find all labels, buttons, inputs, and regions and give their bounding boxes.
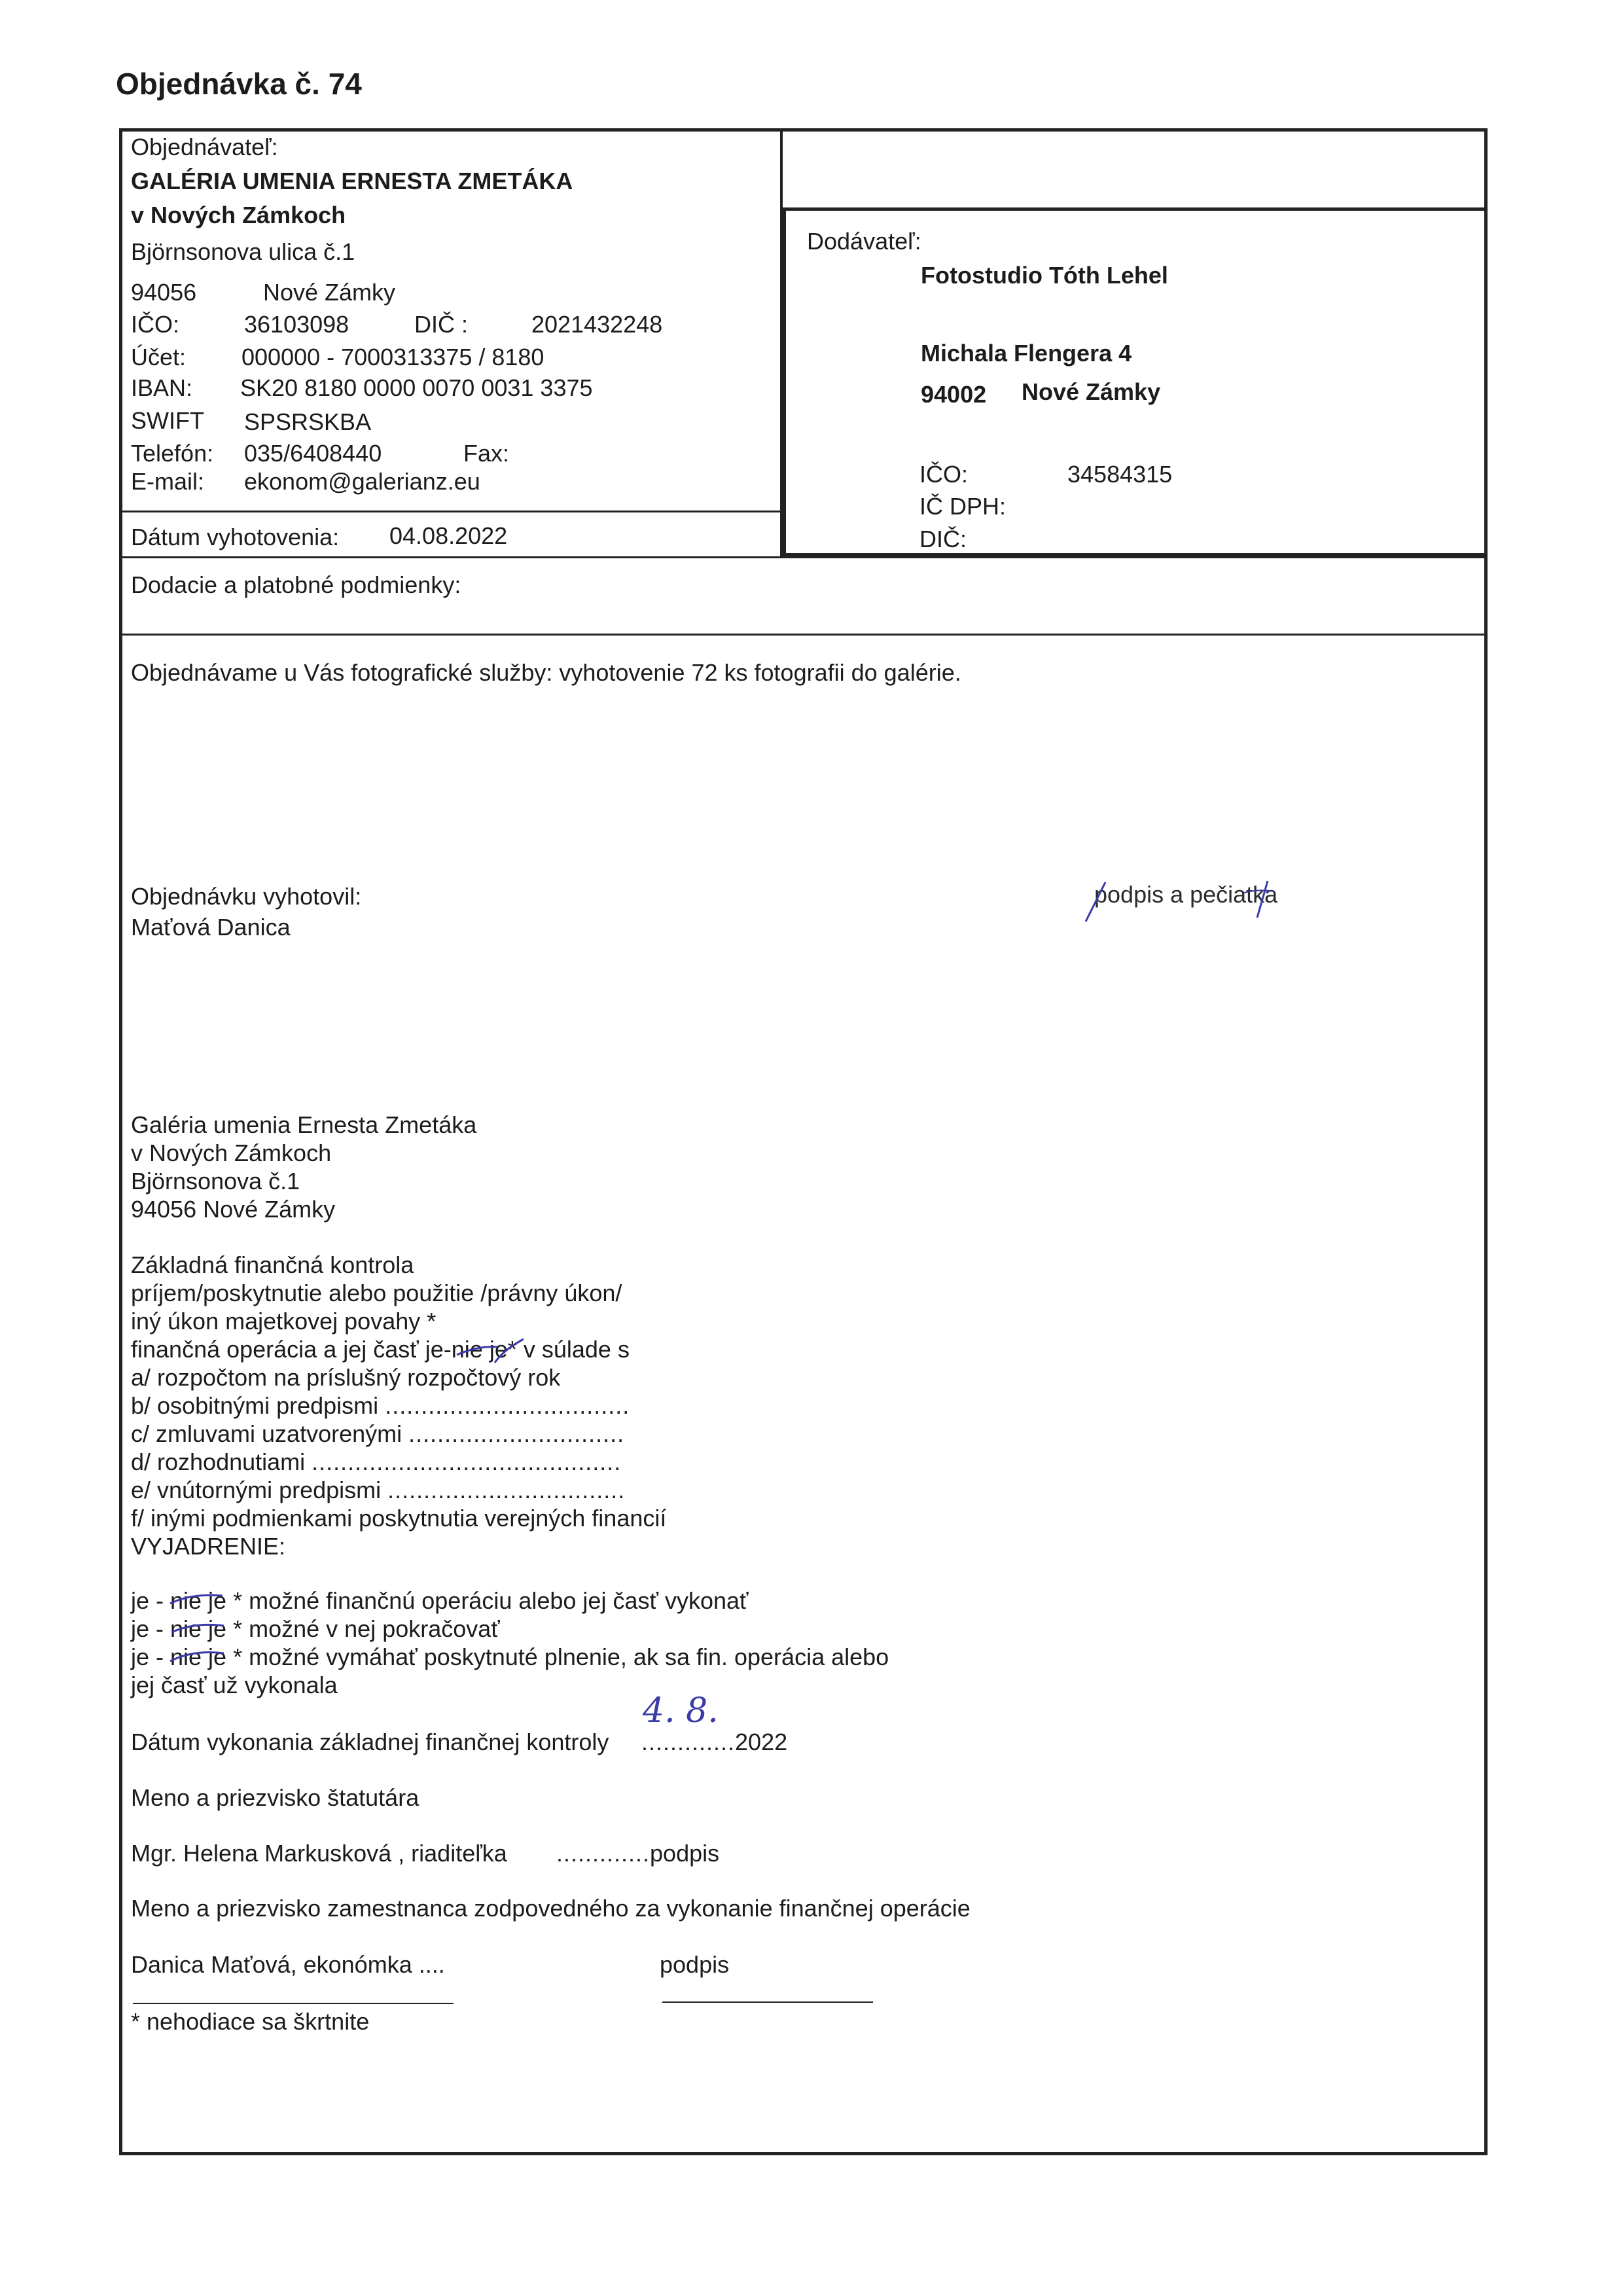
buyer-date-divider (119, 511, 781, 512)
control-date-label: Dátum vykonania základnej finančnej kontroly (131, 1729, 609, 1755)
issued-by-label: Objednávku vyhotovil: (131, 883, 362, 910)
statutory-name: Mgr. Helena Markusková , riaditeľka (131, 1840, 507, 1867)
supplier-ico-label: IČO: (919, 461, 969, 488)
supplier-ico: 34584315 (1067, 461, 1173, 488)
control-item-b: b/ osobitnými predpismi .................................. (131, 1392, 630, 1419)
supplier-label: Dodávateľ: (807, 228, 921, 255)
control-item-e: e/ vnútornými predpismi ................................. (131, 1477, 626, 1503)
supplier-box-top (783, 207, 1488, 211)
buyer-street: Björnsonova ulica č.1 (131, 238, 355, 265)
buyer-email: ekonom@galerianz.eu (244, 468, 480, 495)
pen-signature-marks (1083, 877, 1306, 929)
supplier-name: Fotostudio Tóth Lehel (921, 262, 1168, 289)
buyer-name-line1: GALÉRIA UMENIA ERNESTA ZMETÁKA (131, 168, 573, 194)
buyer-account-label: Účet: (131, 344, 187, 370)
org-line-1: Galéria umenia Ernesta Zmetáka (131, 1111, 477, 1138)
employee-label: Meno a priezvisko zamestnanca zodpovedného za vykonanie finančnej operácie (131, 1895, 971, 1922)
statement-title: VYJADRENIE: (131, 1533, 286, 1560)
statutory-label: Meno a priezvisko štatutára (131, 1784, 419, 1811)
pen-strikethrough-1 (452, 1333, 537, 1365)
control-line-3: finančná operácia a jej časť je-nie je* v súlade s (131, 1336, 630, 1363)
supplier-zip: 94002 (921, 381, 987, 408)
buyer-account: 000000 - 7000313375 / 8180 (241, 344, 544, 370)
order-title: Objednávka č. 74 (116, 67, 362, 101)
control-item-c: c/ zmluvami uzatvorenými .............................. (131, 1420, 625, 1447)
buyer-phone: 035/6408440 (244, 440, 382, 467)
employee-signature-underline (662, 2001, 873, 2003)
footnote: * nehodiace sa škrtnite (131, 2008, 370, 2035)
buyer-ico-label: IČO: (131, 311, 180, 338)
buyer-swift-label: SWIFT (131, 407, 204, 434)
statement-line-2: je - nie je * možné v nej pokračovať (131, 1615, 500, 1642)
supplier-dic-label: DIČ: (919, 526, 967, 552)
buyer-iban: SK20 8180 0000 0070 0031 3375 (240, 374, 593, 401)
statement-line-4: jej časť už vykonala (131, 1672, 338, 1698)
buyer-city: Nové Zámky (263, 279, 396, 306)
control-item-f: f/ inými podmienkami poskytnutia verejných financií (131, 1505, 667, 1532)
control-date-handwritten: 4. 8. (643, 1691, 719, 1731)
buyer-dic-label: DIČ : (414, 311, 469, 338)
signature-stamp-label: podpis a pečiatka (1094, 881, 1278, 908)
issue-date-value: 04.08.2022 (389, 522, 508, 549)
issued-by-name: Maťová Danica (131, 914, 291, 941)
employee-signature: podpis (660, 1951, 730, 1978)
buyer-swift: SPSRSKBA (244, 408, 372, 435)
frame-right-border (1484, 128, 1488, 2155)
supplier-city: Nové Zámky (1022, 378, 1161, 405)
control-date-fill: .............2022 (641, 1729, 788, 1755)
buyer-fax-label: Fax: (463, 440, 510, 467)
order-text: Objednávame u Vás fotografické služby: vyhotovenie 72 ks fotografii do galérie. (131, 659, 961, 686)
buyer-ico: 36103098 (244, 311, 349, 338)
buyer-label: Objednávateľ: (131, 134, 278, 160)
control-title: Základná finančná kontrola (131, 1251, 414, 1278)
statutory-signature: .............podpis (556, 1840, 720, 1867)
control-line-2: iný úkon majetkovej povahy * (131, 1308, 437, 1335)
control-line-1: príjem/poskytnutie alebo použitie /právny úkon/ (131, 1280, 622, 1306)
statement-line-1: je - nie je * možné finančnú operáciu alebo jej časť vykonať (131, 1587, 749, 1614)
org-line-3: Björnsonova č.1 (131, 1168, 300, 1194)
supplier-box-left (783, 207, 786, 556)
supplier-icdph-label: IČ DPH: (919, 493, 1007, 520)
buyer-email-label: E-mail: (131, 468, 205, 495)
control-item-a: a/ rozpočtom na príslušný rozpočtový rok (131, 1364, 561, 1391)
buyer-phone-label: Telefón: (131, 440, 214, 467)
terms-divider (119, 634, 1488, 636)
frame-left-border (119, 128, 122, 2155)
frame-top-border (119, 128, 1488, 132)
buyer-dic: 2021432248 (531, 311, 663, 338)
buyer-iban-label: IBAN: (131, 374, 193, 401)
employee-name: Danica Maťová, ekonómka .... (131, 1951, 445, 1978)
header-bottom-divider (119, 556, 1488, 558)
buyer-zip: 94056 (131, 279, 197, 306)
issue-date-label: Dátum vyhotovenia: (131, 524, 340, 550)
control-item-d: d/ rozhodnutiami ........................................... (131, 1448, 622, 1475)
supplier-box-bottom (783, 553, 1488, 556)
org-line-4: 94056 Nové Zámky (131, 1196, 336, 1223)
statement-line-3: je - nie je * možné vymáhať poskytnuté plnenie, ak sa fin. operácia alebo (131, 1643, 889, 1670)
supplier-street: Michala Flengera 4 (921, 340, 1132, 367)
employee-name-underline (133, 2003, 454, 2004)
terms-label: Dodacie a platobné podmienky: (131, 571, 461, 598)
frame-bottom-border (119, 2152, 1488, 2155)
org-line-2: v Nových Zámkoch (131, 1139, 332, 1166)
buyer-name-line2: v Nových Zámkoch (131, 202, 346, 228)
pen-strikethrough-2 (165, 1584, 237, 1682)
